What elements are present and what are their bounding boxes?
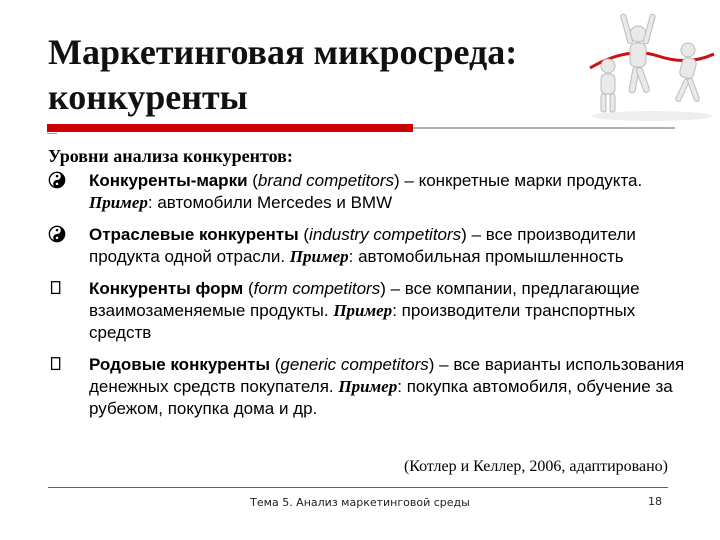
- page-number: 18: [648, 495, 662, 508]
- example-text: производители транспортных средств: [89, 301, 636, 342]
- list-item: Конкуренты форм (form competitors) – все компании, предлагающие взаимозаменяемые продукты. Пример: производители транспортных средств: [48, 278, 688, 344]
- yin-yang-icon: [48, 170, 66, 190]
- square-bullet-icon: [48, 354, 66, 374]
- example-text: автомобильная промышленность: [353, 247, 624, 266]
- slide-title: Маркетинговая микросреда: конкуренты: [48, 32, 518, 117]
- title-underline-tick: [47, 133, 57, 134]
- title-underline-grey: [413, 127, 675, 129]
- competitor-levels-list: [48, 170, 688, 430]
- list-item: Конкуренты-марки (brand competitors) – конкретные марки продукта. Пример: автомобили Mercedes и BMW: [48, 170, 688, 214]
- race-finish-figures-image: [588, 6, 716, 124]
- list-item: Отраслевые конкуренты (industry competitors) – все производители продукта одной отрасли. Пример: автомобильная промышленность: [48, 224, 688, 268]
- section-heading: Уровни анализа конкурентов:: [48, 146, 293, 166]
- english-term: brand competitors: [257, 171, 394, 190]
- competitor-type: Конкуренты форм: [89, 279, 244, 298]
- competitor-type: Конкуренты-марки: [89, 171, 248, 190]
- english-term: generic competitors: [280, 355, 429, 374]
- description: – все компании, предлагающие взаимозаменяемые продукты.: [89, 279, 640, 320]
- footer-topic: Тема 5. Анализ маркетинговой среды: [250, 496, 470, 509]
- example-label: Пример: [89, 193, 148, 212]
- description: – все производители продукта одной отрасли.: [89, 225, 636, 266]
- yin-yang-icon: [48, 224, 66, 244]
- example-label: Пример: [289, 247, 349, 266]
- source-citation: (Котлер и Келлер, 2006, адаптировано): [403, 458, 668, 475]
- example-text: покупка автомобиля, обучение за рубежом, покупка дома и др.: [89, 377, 673, 418]
- example-label: Пример: [338, 377, 398, 396]
- description: – все варианты использования денежных средств покупателя.: [89, 355, 685, 396]
- example-text: автомобили Mercedes и BMW: [152, 193, 393, 212]
- list-item: Родовые конкуренты (generic competitors) – все варианты использования денежных средств покупателя. Пример: покупка автомобиля, обучение за рубежом, покупка дома и др.: [48, 354, 688, 420]
- description: – конкретные марки продукта.: [399, 171, 643, 190]
- square-bullet-icon: [48, 278, 66, 298]
- competitor-type: Родовые конкуренты: [89, 355, 271, 374]
- footer-divider: [48, 487, 668, 488]
- example-label: Пример: [333, 301, 393, 320]
- competitor-type: Отраслевые конкуренты: [89, 225, 299, 244]
- title-underline-red: [47, 124, 413, 132]
- english-term: form competitors: [253, 279, 381, 298]
- english-term: industry competitors: [309, 225, 462, 244]
